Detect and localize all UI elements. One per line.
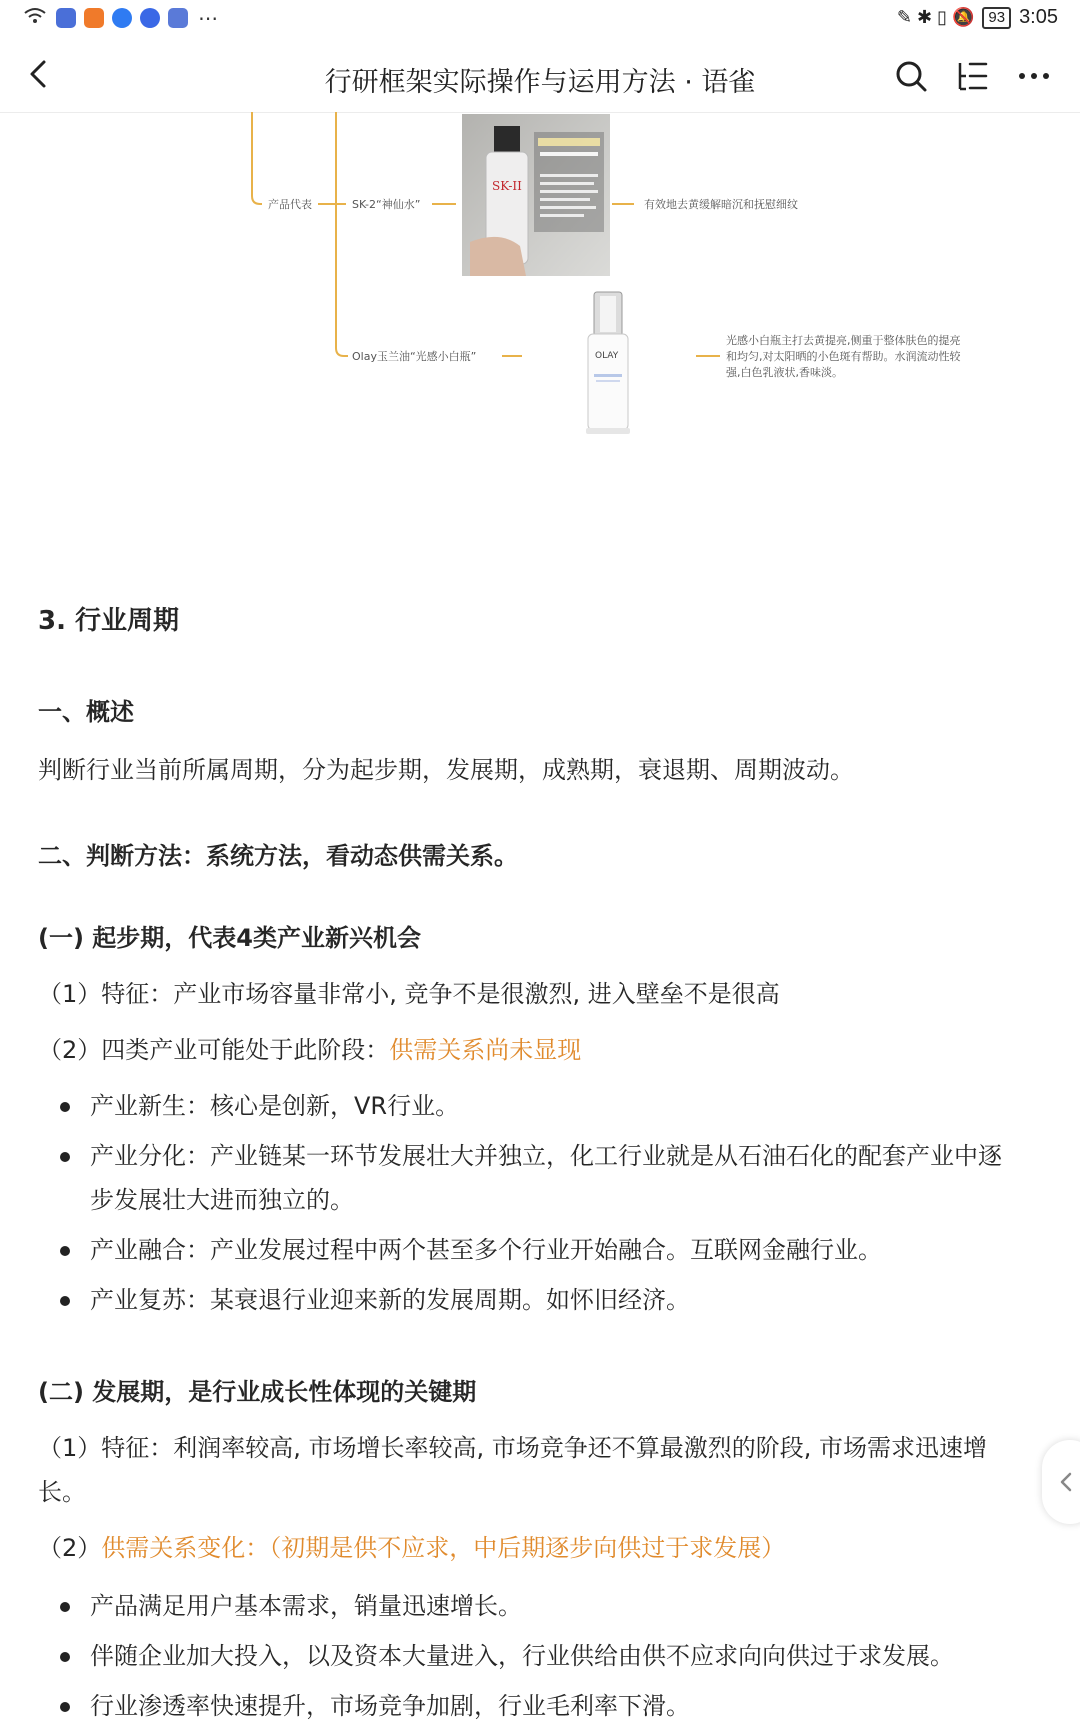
notification-app-icon-2 — [84, 8, 104, 28]
olay-product-photo — [586, 292, 630, 434]
status-icons: ✎ ✱ ▯ 🔕 — [896, 7, 975, 27]
heading-overview: 一、概述 — [38, 698, 134, 726]
bullet-dot-icon — [60, 1152, 70, 1162]
mindmap-node-olay-desc-1: 光感小白瓶主打去黄提亮,侧重于整体肤色的提亮 — [726, 334, 961, 347]
bullet-dot-icon — [60, 1296, 70, 1306]
heading-method: 二、判断方法：系统方法，看动态供需关系。 — [38, 842, 518, 870]
list-item — [60, 1634, 1020, 1678]
paragraph-overview: 判断行业当前所属周期，分为起步期，发展期，成熟期，衰退期、周期波动。 — [38, 756, 854, 784]
mindmap-node-sk2-desc: 有效地去黄缓解暗沉和抚慰细纹 — [644, 198, 798, 211]
search-button[interactable] — [892, 56, 932, 96]
list-item — [60, 1278, 1020, 1322]
page-title: 行研框架实际操作与运用方法 · 语雀 — [324, 67, 756, 98]
status-bar — [0, 0, 1080, 40]
status-time: 3:05 — [1019, 6, 1058, 28]
list-item — [60, 1134, 1020, 1222]
list-item-text: 行业渗透率快速提升，市场竞争加剧，行业毛利率下滑。 — [90, 1692, 690, 1720]
heading-stage1: (一) 起步期，代表4类产业新兴机会 — [38, 924, 421, 952]
list-item-text: 伴随企业加大投入，以及资本大量进入，行业供给由供不应求向向供过于求发展。 — [90, 1642, 954, 1670]
stage1-industries-prefix: （2）四类产业可能处于此阶段： — [38, 1036, 390, 1064]
olay-bottle-label: OLAY — [595, 351, 619, 361]
bullet-dot-icon — [60, 1652, 70, 1662]
sk2-bottle-label: SK-II — [492, 179, 522, 193]
list-item-text: 产业复苏：某衰退行业迎来新的发展周期。如怀旧经济。 — [90, 1286, 690, 1314]
notification-app-icon-5 — [168, 8, 188, 28]
mindmap-node-product-rep: 产品代表 — [268, 198, 312, 211]
side-panel-toggle-button[interactable] — [1042, 1440, 1080, 1524]
top-nav-bar — [0, 40, 1080, 113]
more-dots-icon — [1012, 56, 1056, 96]
table-of-contents-button[interactable] — [952, 56, 992, 96]
more-notifications-icon: ⋯ — [198, 6, 218, 30]
mindmap-image — [0, 112, 1080, 552]
search-icon — [892, 56, 932, 96]
list-item — [60, 1084, 1020, 1128]
status-right — [897, 6, 1058, 29]
chevron-left-icon — [1042, 1440, 1080, 1524]
mindmap-node-olay: Olay玉兰油“光感小白瓶” — [352, 350, 477, 363]
list-item — [60, 1584, 1020, 1628]
battery-indicator: 93 — [982, 7, 1011, 29]
list-item-text: 产品满足用户基本需求，销量迅速增长。 — [90, 1592, 522, 1620]
more-options-button[interactable] — [1012, 56, 1056, 96]
notification-app-icon-1 — [56, 8, 76, 28]
list-item-text: 产业融合：产业发展过程中两个甚至多个行业开始融合。互联网金融行业。 — [90, 1236, 882, 1264]
status-left — [22, 6, 218, 30]
wifi-icon — [22, 6, 48, 30]
back-button[interactable] — [18, 54, 62, 98]
bullet-dot-icon — [60, 1102, 70, 1112]
paragraph-stage1-industries — [38, 1028, 581, 1072]
bullet-dot-icon — [60, 1246, 70, 1256]
stage2-prefix: （2） — [38, 1534, 102, 1562]
list-item-text: 产业新生：核心是创新，VR行业。 — [90, 1092, 460, 1120]
stage2-highlight: 供需关系变化：（初期是供不应求，中后期逐步向供过于求发展） — [101, 1534, 786, 1562]
mindmap-node-olay-desc-3: 强,白色乳液状,香味淡。 — [726, 366, 843, 379]
outline-list-icon — [952, 56, 992, 96]
bullet-dot-icon — [60, 1602, 70, 1612]
paragraph-stage1-features: （1）特征：产业市场容量非常小, 竞争不是很激烈, 进入壁垒不是很高 — [38, 980, 780, 1008]
list-item-text: 产业分化：产业链某一环节发展壮大并独立，化工行业就是从石油石化的配套产业中逐步发展壮大进而独立的。 — [90, 1142, 1002, 1214]
chevron-left-icon — [18, 54, 62, 98]
sk2-product-photo — [462, 114, 610, 276]
heading-stage2: (二) 发展期，是行业成长性体现的关键期 — [38, 1378, 477, 1406]
list-item — [60, 1684, 1020, 1728]
bullet-dot-icon — [60, 1702, 70, 1712]
mindmap-node-olay-desc-2: 和均匀,对太阳晒的小色斑有帮助。水润流动性较 — [726, 350, 961, 363]
paragraph-stage2-features: （1）特征：利润率较高, 市场增长率较高, 市场竞争还不算最激烈的阶段, 市场需求迅速增长。 — [38, 1434, 988, 1506]
notification-app-icon-4 — [140, 8, 160, 28]
stage1-industries-highlight: 供需关系尚未显现 — [389, 1036, 582, 1064]
list-item — [60, 1228, 1020, 1272]
paragraph-stage2-supply-demand — [38, 1526, 785, 1570]
notification-app-icon-3 — [112, 8, 132, 28]
section-heading-industry-cycle: 3. 行业周期 — [38, 606, 180, 636]
mindmap-node-sk2: SK-2“神仙水” — [352, 198, 421, 211]
